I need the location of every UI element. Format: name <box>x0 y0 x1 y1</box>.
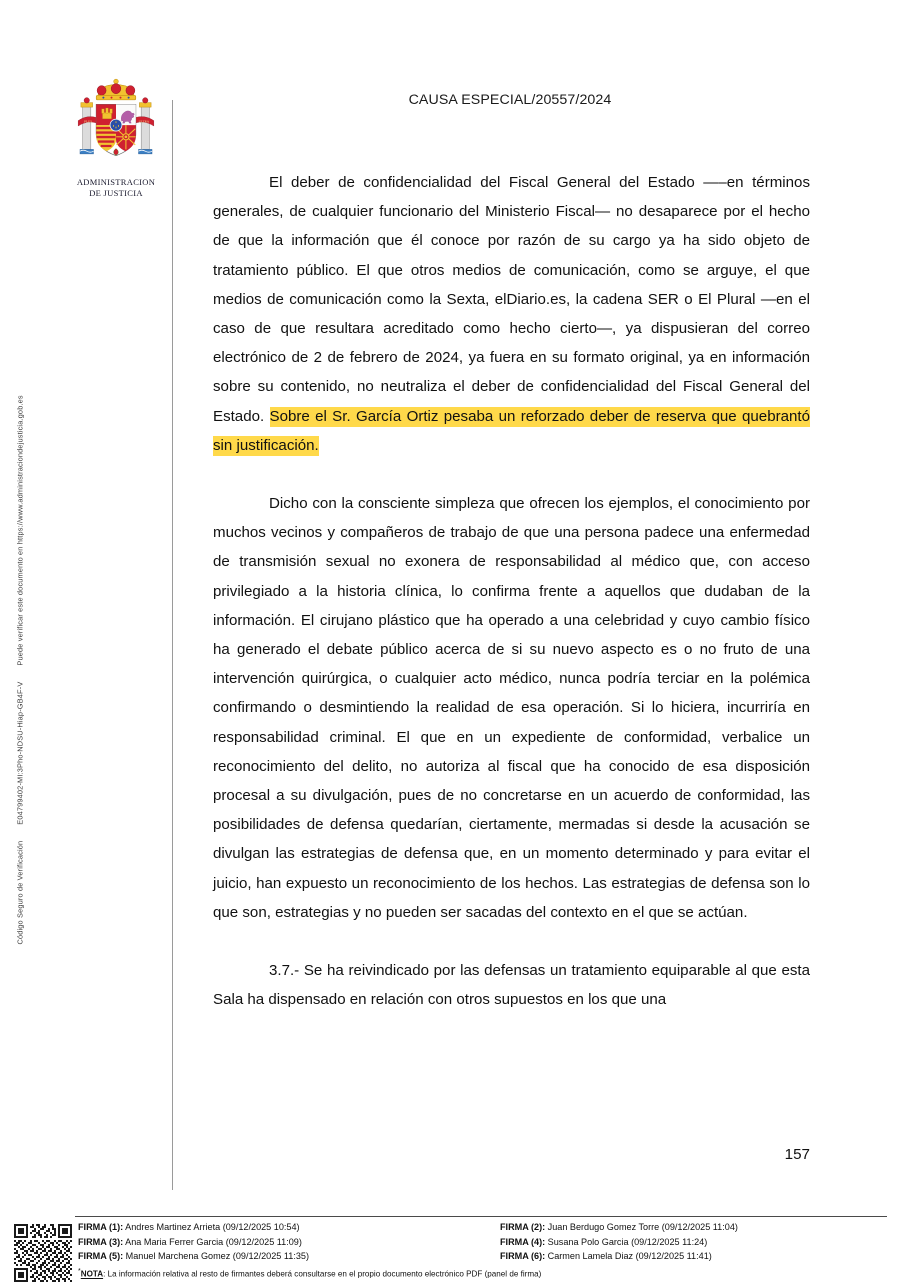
signature-value-1: Andres Martinez Arrieta (09/12/2025 10:54) <box>125 1222 300 1232</box>
paragraph-1 <box>213 168 810 460</box>
page-number: 157 <box>784 1146 810 1163</box>
case-reference-header: CAUSA ESPECIAL/20557/2024 <box>408 92 612 108</box>
signature-value-5: Manuel Marchena Gomez (09/12/2025 11:35) <box>125 1251 309 1262</box>
note-text: : La información relativa al resto de firmantes deberá consultarse en el propio documento electrónico PDF (panel de firma) <box>103 1269 542 1279</box>
signature-value-2: Juan Berdugo Gomez Torre (09/12/2025 11:04) <box>547 1222 738 1232</box>
verification-code-label: Código Seguro de Verificación <box>15 840 25 945</box>
document-body <box>213 168 810 1014</box>
signature-value-4: Susana Polo Garcia (09/12/2025 11:24) <box>547 1236 708 1247</box>
signature-row <box>78 1235 890 1250</box>
emblem-caption <box>62 177 170 198</box>
paragraph-2: Dicho con la consciente simpleza que ofrecen los ejemplos, el conocimiento por muchos vecinos y compañeros de trabajo de que una persona padece una enfermedad de transmisión sexual no exonera de responsabilidad al médico que, con acceso privilegiado a la historia clínica, lo confirma frente a aquellos que dudaban de la información. El cirujano plástico que ha operado a una celebridad y cuyo cambio físico ha generado el debate público acerca de si su nuevo aspecto es o no fruto de una intervención quirúrgica, o cualquier acto médico, nunca podría terciar en la polémica confirmando o desmintiendo la realidad de esa operación. Si lo hiciera, incurriría en responsabilidad criminal. El que en un expediente de conformidad, verbalice un reconocimiento del delito, no autoriza al fiscal que ha conocido de esa disposición procesal a su divulgación, pues de no concretarse en un acuerdo de conformidad, las posibilidades de defensa quedarían, ciertamente, mermadas si desde la acusación se divulgan las estrategias de defensa que, en un momento determinado y para evitar el juicio, han expuesto un reconocimiento de los hechos. Las estrategias de defensa son lo que son, estrategias y no pueden ser sacadas del contexto en el que se actúan. <box>213 495 810 921</box>
qr-code-icon <box>14 1224 72 1282</box>
spain-coat-of-arms-icon <box>71 78 161 174</box>
vertical-divider-rule <box>172 100 173 1190</box>
signature-label-6: FIRMA (6): <box>500 1251 546 1262</box>
note-marker: * <box>78 1268 81 1276</box>
svg-text:ULTRA: ULTRA <box>138 119 150 124</box>
signature-value-3: Ana Maria Ferrer Garcia (09/12/2025 11:09) <box>125 1236 302 1247</box>
signature-entry-6 <box>468 1249 890 1264</box>
signature-note <box>78 1266 890 1281</box>
signature-entry-3 <box>78 1235 468 1250</box>
signature-entry-1 <box>78 1220 468 1235</box>
signature-entry-5 <box>78 1249 468 1264</box>
svg-text:PLUS: PLUS <box>84 119 93 124</box>
signature-row <box>78 1220 890 1235</box>
verification-code-value: E04799402-MI:3Pho-NDSU-Hiap-GB4F-V <box>15 681 25 825</box>
signature-label-5: FIRMA (5): <box>78 1251 124 1262</box>
signature-row <box>78 1249 890 1264</box>
highlighted-passage: Sobre el Sr. García Ortiz pesaba un reforzado deber de reserva que quebrantó sin justificación. <box>213 407 810 454</box>
signature-entry-4 <box>468 1235 890 1250</box>
verification-code-sidebar <box>16 245 25 945</box>
paragraph-3: 3.7.- Se ha reivindicado por las defensas un tratamiento equiparable al que esta Sala ha dispensado en relación con otros supuestos en los que una <box>213 962 810 1009</box>
document-footer <box>0 1208 905 1280</box>
verification-url-text: Puede verificar este documento en https://www.administraciondejusticia.gob.es <box>15 395 25 666</box>
footer-divider-rule <box>75 1216 887 1217</box>
signature-label-1: FIRMA (1): <box>78 1222 124 1232</box>
emblem-caption-line-2: DE JUSTICIA <box>89 187 143 198</box>
signature-entry-2 <box>468 1220 890 1235</box>
note-label: NOTA <box>80 1269 104 1279</box>
paragraph-1-text: El deber de confidencialidad del Fiscal General del Estado —–en términos generales, de cualquier funcionario del Ministerio Fiscal— no desaparece por el hecho de que la información que él conoce por razón de su cargo ya ha sido objeto de tratamiento público. El que otros medios de comunicación, como se arguye, el que medios de comunicación como la Sexta, elDiario.es, la cadena SER o El Plural —en el caso de que resultara acreditado como hecho cierto—, ya dispusieran del correo electrónico de 2 de febrero de 2024, ya fuera en su formato original, ya en información sobre su contenido, no neutraliza el deber de confidencialidad del Fiscal General del Estado. <box>213 174 810 425</box>
signature-label-3: FIRMA (3): <box>78 1236 124 1247</box>
administration-of-justice-emblem <box>62 78 170 198</box>
signature-value-6: Carmen Lamela Diaz (09/12/2025 11:41) <box>547 1251 712 1262</box>
signature-block <box>78 1220 890 1281</box>
signature-label-4: FIRMA (4): <box>500 1236 546 1247</box>
signature-label-2: FIRMA (2): <box>500 1222 546 1232</box>
emblem-caption-line-1: ADMINISTRACION <box>76 177 156 187</box>
